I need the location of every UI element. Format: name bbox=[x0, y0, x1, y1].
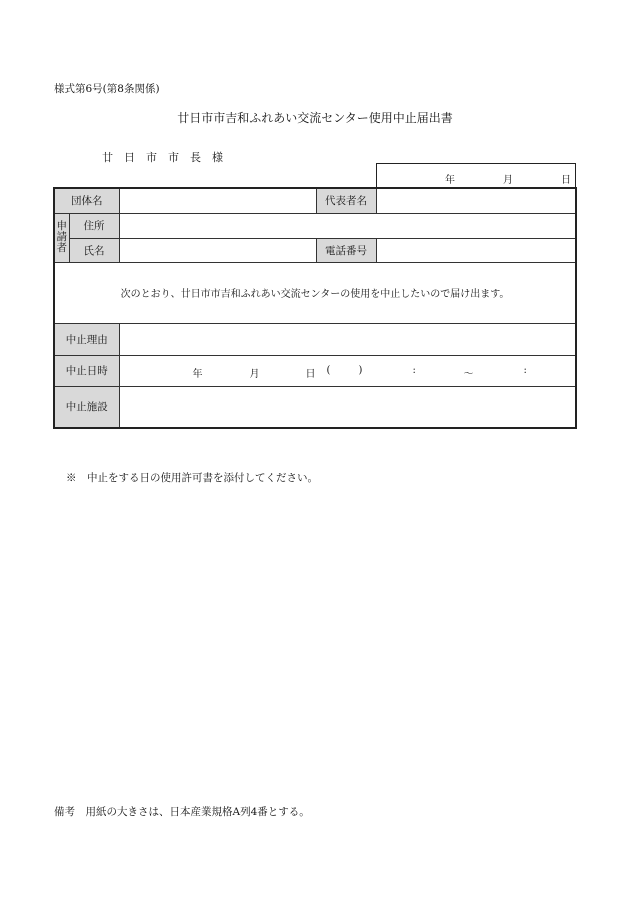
group-name-label: 団体名 bbox=[54, 188, 119, 213]
cancel-reason-label: 中止理由 bbox=[54, 323, 119, 355]
end-time-colon: : bbox=[523, 365, 527, 376]
start-time-colon: : bbox=[412, 365, 416, 376]
date-day-label: 日 bbox=[561, 175, 571, 186]
cancel-reason-field[interactable] bbox=[119, 323, 576, 355]
group-name-field[interactable] bbox=[119, 188, 316, 213]
addressee-char: 廿 bbox=[102, 151, 113, 164]
cancellation-form-table bbox=[53, 187, 577, 429]
applicant-label-char: 請 bbox=[56, 231, 67, 243]
document-title: 廿日市市吉和ふれあい交流センター使用中止届出書 bbox=[177, 111, 453, 125]
cancel-month-label: 月 bbox=[249, 369, 260, 380]
cancel-day-label: 日 bbox=[305, 369, 316, 380]
attachment-note: ※ 中止をする日の使用許可書を添付してください。 bbox=[66, 472, 318, 484]
notice-text: 次のとおり、廿日市市吉和ふれあい交流センターの使用を中止したいので届け出ます。 bbox=[54, 262, 576, 323]
cancel-paren-open: ( bbox=[326, 365, 331, 376]
phone-field[interactable] bbox=[376, 238, 576, 262]
cancel-paren-close: ) bbox=[358, 365, 363, 376]
addressee-char: 日 bbox=[124, 151, 135, 164]
cancel-facility-field[interactable] bbox=[119, 386, 576, 428]
applicant-label-char: 申 bbox=[56, 220, 67, 232]
addressee bbox=[102, 149, 223, 165]
addressee-char: 市 bbox=[146, 151, 157, 164]
name-label: 氏名 bbox=[69, 238, 119, 262]
date-month-label: 月 bbox=[503, 175, 513, 186]
date-year-label: 年 bbox=[445, 175, 455, 186]
submission-date-box[interactable] bbox=[376, 163, 576, 187]
name-field[interactable] bbox=[119, 238, 316, 262]
range-tilde: 〜 bbox=[463, 369, 474, 380]
applicant-label-char: 者 bbox=[56, 242, 67, 254]
paper-size-remark: 備考 用紙の大きさは、日本産業規格A列4番とする。 bbox=[54, 806, 310, 818]
cancel-datetime-label: 中止日時 bbox=[54, 355, 119, 386]
cancel-datetime-field[interactable] bbox=[119, 355, 576, 386]
cancel-year-label: 年 bbox=[192, 369, 203, 380]
addressee-char: 市 bbox=[168, 151, 179, 164]
address-field[interactable] bbox=[119, 213, 576, 238]
phone-label: 電話番号 bbox=[316, 238, 376, 262]
cancel-facility-label: 中止施設 bbox=[54, 386, 119, 428]
address-label: 住所 bbox=[69, 213, 119, 238]
addressee-char: 様 bbox=[212, 151, 223, 164]
form-number: 様式第6号(第8条関係) bbox=[54, 83, 160, 95]
applicant-label bbox=[54, 213, 69, 262]
representative-label: 代表者名 bbox=[316, 188, 376, 213]
representative-field[interactable] bbox=[376, 188, 576, 213]
addressee-char: 長 bbox=[190, 151, 201, 164]
